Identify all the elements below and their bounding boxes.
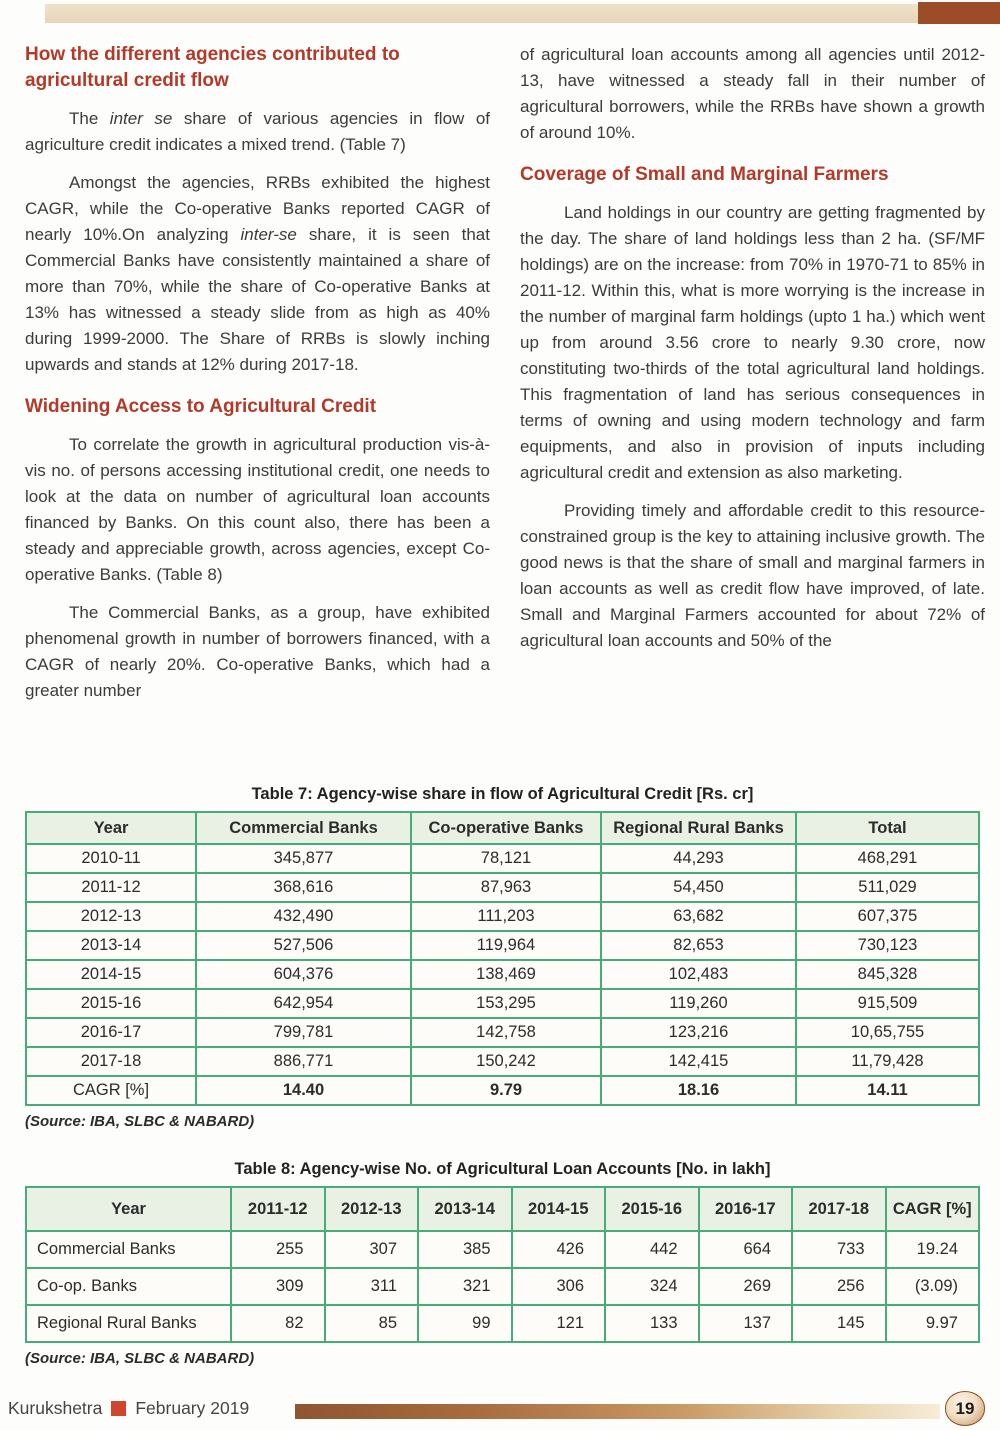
table7-body (26, 844, 979, 1105)
table-cell: 2011-12 (26, 873, 196, 902)
table-cell: 2016-17 (26, 1018, 196, 1047)
table-cell: 321 (418, 1268, 512, 1305)
paragraph: Land holdings in our country are getting fragmented by the day. The share of land holdings less than 2 ha. (SF/MF holdings) are on the increase: from 70% in 1970-71 to 85% in 2011-12. Within this, what is more worrying is the increase in the number of marginal farm holdings (upto 1 ha.) which went up from around 3.56 crore to nearly 9.30 crore, now constituting two-thirds of the total agricultural land holdings. This fragmentation of land has serious consequences in terms of owning and using modern technology and farm equipments, and also in provision of inputs including agricultural credit and extension as also marketing. (520, 203, 985, 482)
table-row (26, 1018, 979, 1047)
magazine-name: Kurukshetra (8, 1398, 103, 1418)
table-cell: 256 (792, 1268, 886, 1305)
table-cell: 269 (699, 1268, 793, 1305)
article-body (25, 42, 985, 716)
table-cell: 385 (418, 1231, 512, 1268)
table-row (26, 1305, 979, 1342)
table-cell: 664 (699, 1231, 793, 1268)
table-cell: (3.09) (886, 1268, 980, 1305)
table-cell: 468,291 (796, 844, 979, 873)
table-cell: 307 (325, 1231, 419, 1268)
section-heading-agencies-contribution: How the different agencies contributed to agricultural credit flow (25, 44, 400, 91)
table-cell: 527,506 (196, 931, 411, 960)
table-cell: 432,490 (196, 902, 411, 931)
table-cell: 142,758 (411, 1018, 601, 1047)
table7-header (26, 812, 979, 844)
column-header: 2015-16 (605, 1187, 699, 1231)
top-rule-bar (45, 4, 1000, 23)
table-cell: 368,616 (196, 873, 411, 902)
table-cell: 642,954 (196, 989, 411, 1018)
table-cell: 82 (231, 1305, 325, 1342)
table-cell: 442 (605, 1231, 699, 1268)
table-row (26, 989, 979, 1018)
table-cell: 306 (512, 1268, 606, 1305)
column-header: Co-operative Banks (411, 812, 601, 844)
table-cell: 915,509 (796, 989, 979, 1018)
table-cell: 511,029 (796, 873, 979, 902)
column-header: 2012-13 (325, 1187, 419, 1231)
column-header: 2017-18 (792, 1187, 886, 1231)
table-cell: 607,375 (796, 902, 979, 931)
footer-gradient-bar (295, 1404, 940, 1419)
table7-agency-credit-flow (25, 811, 980, 1106)
table8-loan-accounts (25, 1186, 980, 1343)
table-cell: 9.97 (886, 1305, 980, 1342)
table8-header (26, 1187, 979, 1231)
table-cell: 138,469 (411, 960, 601, 989)
table8-block (25, 1160, 980, 1367)
table-row (26, 1076, 979, 1105)
red-square-icon (111, 1401, 126, 1416)
paragraph: To correlate the growth in agricultural production vis-à-vis no. of persons accessing institutional credit, one needs to look at the data on number of agricultural loan accounts financed by Banks. On this count also, there has been a steady and appreciable growth, across agencies, except Co-operative Banks. (Table 8) (25, 435, 490, 584)
table-cell: 2012-13 (26, 902, 196, 931)
table-cell: 324 (605, 1268, 699, 1305)
paragraph-text: share of various agencies in flow of agriculture credit indicates a mixed trend. (Table 7) (25, 109, 490, 154)
table-cell: 886,771 (196, 1047, 411, 1076)
table-cell: 137 (699, 1305, 793, 1342)
paragraph: of agricultural loan accounts among all agencies until 2012-13, have witnessed a steady fall in their number of agricultural borrowers, while the RRBs have shown a growth of around 10%. (520, 45, 985, 142)
column-header: Year (26, 812, 196, 844)
table-cell: 845,328 (796, 960, 979, 989)
table-cell: 99 (418, 1305, 512, 1342)
paragraph (25, 170, 490, 378)
table-row (26, 1268, 979, 1305)
table-cell: 78,121 (411, 844, 601, 873)
table-cell: 145 (792, 1305, 886, 1342)
table-cell: 10,65,755 (796, 1018, 979, 1047)
table-cell: 111,203 (411, 902, 601, 931)
table-cell: 311 (325, 1268, 419, 1305)
section-heading-widening-access: Widening Access to Agricultural Credit (25, 396, 377, 417)
table8-body (26, 1231, 979, 1342)
paragraph-text: share, it is seen that Commercial Banks have consistently maintained a share of more than 70%, while the share of Co-operative Banks at 13% has witnessed a steady slide from as high as 40% during 1999-2000. The Share of RRBs is slowly inching upwards and stands at 12% during 2017-18. (25, 225, 490, 374)
table-cell: 14.11 (796, 1076, 979, 1105)
table-cell: 63,682 (601, 902, 796, 931)
table7-title: Table 7: Agency-wise share in flow of Agricultural Credit [Rs. cr] (251, 785, 754, 803)
table-row (26, 902, 979, 931)
paragraph-text-italic: inter se (109, 109, 173, 128)
table8-source-note: (Source: IBA, SLBC & NABARD) (25, 1350, 255, 1367)
table-row (26, 931, 979, 960)
column-header: 2013-14 (418, 1187, 512, 1231)
column-header: Year (26, 1187, 231, 1231)
table-cell: 123,216 (601, 1018, 796, 1047)
column-header: Total (796, 812, 979, 844)
table-cell: 426 (512, 1231, 606, 1268)
paragraph: The Commercial Banks, as a group, have exhibited phenomenal growth in number of borrowers financed, with a CAGR of nearly 20%. Co-operative Banks, which had a greater number (25, 603, 490, 700)
table-cell: 2013-14 (26, 931, 196, 960)
page-number-badge (945, 1391, 985, 1426)
table-cell: 87,963 (411, 873, 601, 902)
footer (8, 1398, 249, 1419)
column-header: 2014-15 (512, 1187, 606, 1231)
paragraph-text-italic: inter-se (240, 225, 297, 244)
column-header: CAGR [%] (886, 1187, 980, 1231)
paragraph-text: The (69, 109, 110, 128)
page-number: 19 (955, 1398, 975, 1418)
table-cell: 82,653 (601, 931, 796, 960)
table-row (26, 873, 979, 902)
paragraph: Providing timely and affordable credit to this resource-constrained group is the key to attaining inclusive growth. The good news is that the share of small and marginal farmers in loan accounts as well as credit flow have improved, of late. Small and Marginal Farmers accounted for about 72% of agricultural loan accounts and 50% of the (520, 501, 985, 650)
table-cell: 119,964 (411, 931, 601, 960)
column-header: 2011-12 (231, 1187, 325, 1231)
table-cell: 19.24 (886, 1231, 980, 1268)
table-cell: 730,123 (796, 931, 979, 960)
paragraph-text: Amongst the agencies, RRBs exhibited the highest CAGR, while the Co-operative Banks reported CAGR of nearly 10%.On analyzing (25, 173, 490, 244)
table-row (26, 844, 979, 873)
table-cell: 54,450 (601, 873, 796, 902)
table-cell: CAGR [%] (26, 1076, 196, 1105)
right-column (520, 42, 985, 716)
table-cell: 85 (325, 1305, 419, 1342)
table-cell: Commercial Banks (26, 1231, 231, 1268)
table-cell: 14.40 (196, 1076, 411, 1105)
table-cell: 119,260 (601, 989, 796, 1018)
table-header-row (26, 1187, 979, 1231)
table-row (26, 1047, 979, 1076)
column-header: Commercial Banks (196, 812, 411, 844)
table7-source-note: (Source: IBA, SLBC & NABARD) (25, 1113, 255, 1130)
table-cell: 9.79 (411, 1076, 601, 1105)
paragraph (25, 106, 490, 158)
table-cell: 733 (792, 1231, 886, 1268)
column-header: Regional Rural Banks (601, 812, 796, 844)
table-cell: 2010-11 (26, 844, 196, 873)
table-cell: 345,877 (196, 844, 411, 873)
table-cell: 133 (605, 1305, 699, 1342)
table-cell: 44,293 (601, 844, 796, 873)
table-cell: 255 (231, 1231, 325, 1268)
table7-block (25, 785, 980, 1130)
table-cell: 18.16 (601, 1076, 796, 1105)
table-cell: 2015-16 (26, 989, 196, 1018)
table-row (26, 960, 979, 989)
table8-title: Table 8: Agency-wise No. of Agricultural Loan Accounts [No. in lakh] (234, 1160, 771, 1178)
table-cell: 2014-15 (26, 960, 196, 989)
table-cell: 150,242 (411, 1047, 601, 1076)
table-cell: 142,415 (601, 1047, 796, 1076)
table-header-row (26, 812, 979, 844)
table-cell: Co-op. Banks (26, 1268, 231, 1305)
section-heading-coverage-farmers: Coverage of Small and Marginal Farmers (520, 164, 889, 185)
table-cell: 102,483 (601, 960, 796, 989)
table-cell: Regional Rural Banks (26, 1305, 231, 1342)
table-cell: 121 (512, 1305, 606, 1342)
table-cell: 799,781 (196, 1018, 411, 1047)
left-column (25, 42, 490, 716)
table-cell: 153,295 (411, 989, 601, 1018)
top-rule-bar-accent (918, 2, 1000, 24)
column-header: 2016-17 (699, 1187, 793, 1231)
table-row (26, 1231, 979, 1268)
table-cell: 309 (231, 1268, 325, 1305)
table-cell: 604,376 (196, 960, 411, 989)
table-cell: 11,79,428 (796, 1047, 979, 1076)
issue-date: February 2019 (135, 1398, 250, 1418)
table-cell: 2017-18 (26, 1047, 196, 1076)
